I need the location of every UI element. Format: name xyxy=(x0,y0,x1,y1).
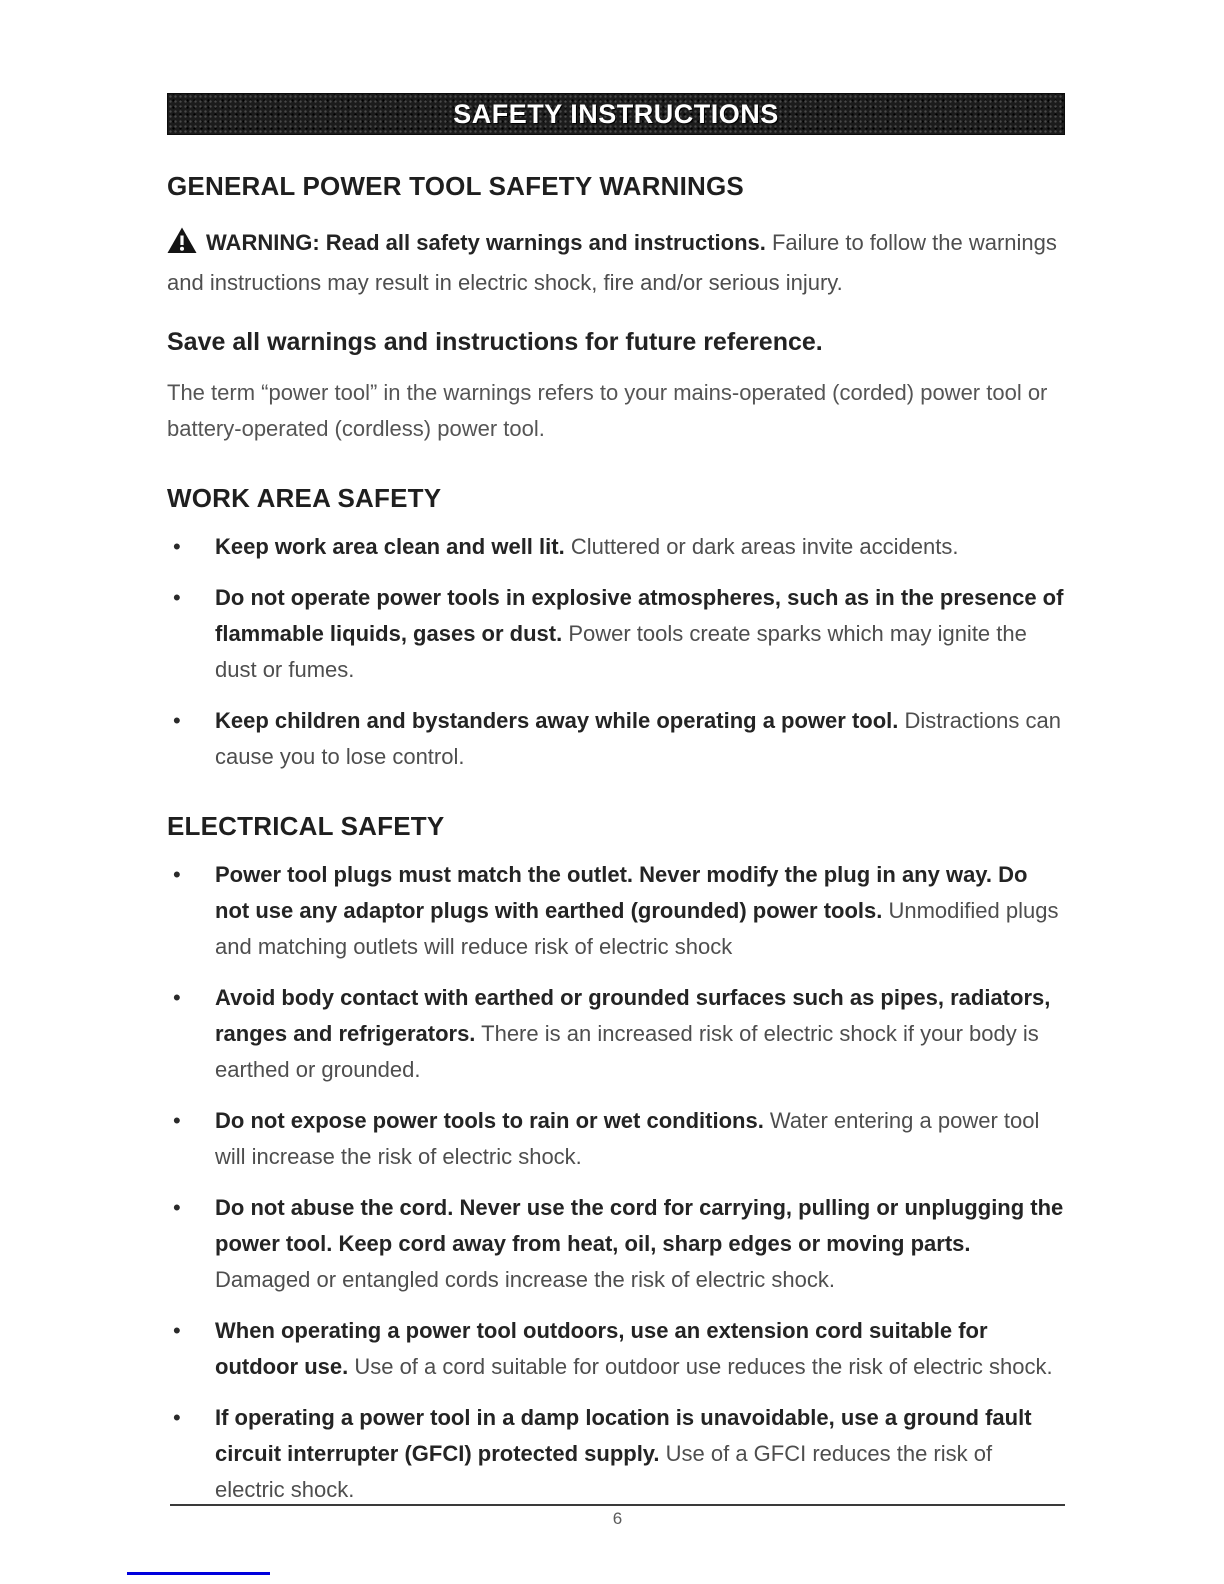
warning-rest-text: Failure to follow the warnings and instructions may result in electric shock, fire and/or serious injury. xyxy=(167,230,1057,295)
bullet-bold-text: Keep children and bystanders away while operating a power tool. xyxy=(215,708,899,733)
warning-bold-text: WARNING: Read all safety warnings and instructions. xyxy=(206,230,766,255)
list-item xyxy=(167,1103,1065,1175)
bullet-bold-text: Avoid body contact with earthed or grounded surfaces such as pipes, radiators, ranges and refrigerators. xyxy=(215,985,1051,1046)
bullet-rest-text: Cluttered or dark areas invite accidents. xyxy=(564,534,959,559)
warning-paragraph xyxy=(167,225,1065,301)
bullet-rest-text: Damaged or entangled cords increase the risk of electric shock. xyxy=(215,1267,835,1292)
heading-general-warnings: GENERAL POWER TOOL SAFETY WARNINGS xyxy=(167,171,744,201)
bullet-bold-text: If operating a power tool in a damp location is unavoidable, use a ground fault circuit interrupter (GFCI) protected supply. xyxy=(215,1405,1032,1466)
list-item xyxy=(167,1313,1065,1385)
safety-instructions-banner xyxy=(167,93,1065,135)
term-paragraph: The term “power tool” in the warnings refers to your mains-operated (corded) power tool or battery-operated (cordless) power tool. xyxy=(167,380,1048,441)
bullet-bold-text: Do not operate power tools in explosive atmospheres, such as in the presence of flammable liquids, gases or dust. xyxy=(215,585,1064,646)
list-item xyxy=(167,1400,1065,1508)
page-number: 6 xyxy=(612,1509,623,1528)
bullet-bold-text: When operating a power tool outdoors, use an extension cord suitable for outdoor use. xyxy=(215,1318,988,1379)
banner-title: SAFETY INSTRUCTIONS xyxy=(453,98,779,129)
save-warnings-heading: Save all warnings and instructions for future reference. xyxy=(167,328,823,356)
scan-artifact-blue-line xyxy=(127,1572,270,1575)
bullet-rest-text: Use of a cord suitable for outdoor use reduces the risk of electric shock. xyxy=(348,1354,1053,1379)
bullet-bold-text: Keep work area clean and well lit. xyxy=(215,534,565,559)
bullet-rest-text: There is an increased risk of electric shock if your body is earthed or grounded. xyxy=(215,1021,1039,1082)
list-item xyxy=(167,1190,1065,1298)
list-item xyxy=(167,980,1065,1088)
footer-rule xyxy=(170,1504,1065,1506)
bullet-bold-text: Do not expose power tools to rain or wet conditions. xyxy=(215,1108,764,1133)
list-item xyxy=(167,580,1065,688)
bullet-bold-text: Do not abuse the cord. Never use the cord for carrying, pulling or unplugging the power tool. Keep cord away from heat, oil, sharp edges or moving parts. xyxy=(215,1195,1064,1256)
page-footer xyxy=(170,1504,1065,1529)
list-item xyxy=(167,529,1065,565)
work-area-list xyxy=(167,529,1065,775)
list-item xyxy=(167,703,1065,775)
heading-work-area-safety: WORK AREA SAFETY xyxy=(167,483,442,513)
electrical-safety-list xyxy=(167,857,1065,1508)
heading-electrical-safety: ELECTRICAL SAFETY xyxy=(167,811,445,841)
bullet-rest-text: Water entering a power tool will increase the risk of electric shock. xyxy=(215,1108,1040,1169)
warning-triangle-icon xyxy=(167,227,197,265)
bullet-rest-text: Unmodified plugs and matching outlets will reduce risk of electric shock xyxy=(215,898,1059,959)
bullet-rest-text: Use of a GFCI reduces the risk of electric shock. xyxy=(215,1441,993,1502)
bullet-bold-text: Power tool plugs must match the outlet. Never modify the plug in any way. Do not use any adaptor plugs with earthed (grounded) power tools. xyxy=(215,862,1028,923)
page-content xyxy=(167,93,1065,1523)
bullet-rest-text: Distractions can cause you to lose control. xyxy=(215,708,1061,769)
list-item xyxy=(167,857,1065,965)
bullet-rest-text: Power tools create sparks which may ignite the dust or fumes. xyxy=(215,621,1027,682)
